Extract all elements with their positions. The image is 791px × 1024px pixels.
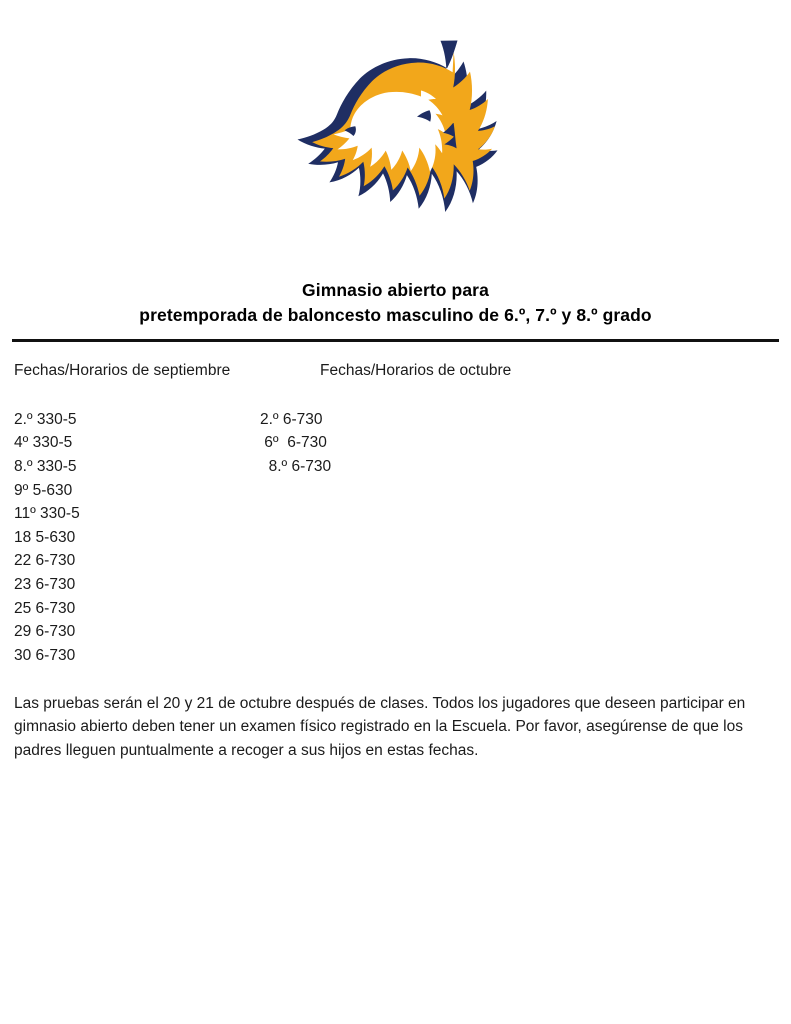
list-item: 4º 330-5 [14,434,73,452]
september-column-header: Fechas/Horarios de septiembre [14,361,231,379]
page-title [0,278,791,329]
schedule-content [0,362,791,763]
september-date-list [14,408,80,668]
october-date-list [260,408,331,479]
list-item: 2.º 6-730 [260,410,323,428]
title-line-2: pretemporada de baloncesto masculino de 6.º, 7.º y 8.º grado [139,305,652,326]
list-item: 22 6-730 [14,552,76,570]
list-item: 8.º 6-730 [260,457,332,475]
october-column-header: Fechas/Horarios de octubre [320,361,512,379]
list-item: 9º 5-630 [14,481,73,499]
list-item: 18 5-630 [14,528,76,546]
list-item: 29 6-730 [14,623,76,641]
list-item: 30 6-730 [14,646,76,664]
horizontal-divider [12,339,779,342]
title-line-1: Gimnasio abierto para [302,280,489,300]
list-item: 6º 6-730 [260,434,327,452]
list-item: 23 6-730 [14,575,76,593]
list-item: 25 6-730 [14,599,76,617]
logo-container [0,0,791,230]
schedule-columns [14,408,777,678]
list-item: 2.º 330-5 [14,410,77,428]
list-item: 11º 330-5 [14,505,80,523]
fox-head-mascot-logo [293,34,499,240]
list-item: 8.º 330-5 [14,457,77,475]
note-paragraph: Las pruebas serán el 20 y 21 de octubre después de clases. Todos los jugadores que deseen participar en gimnasio abierto deben tener un examen físico registrado en la Escuela. Por favor, asegúrense de que los padres lleguen puntualmente a recoger a sus hijos en estas fechas. [14,694,746,759]
column-headers [14,362,777,392]
